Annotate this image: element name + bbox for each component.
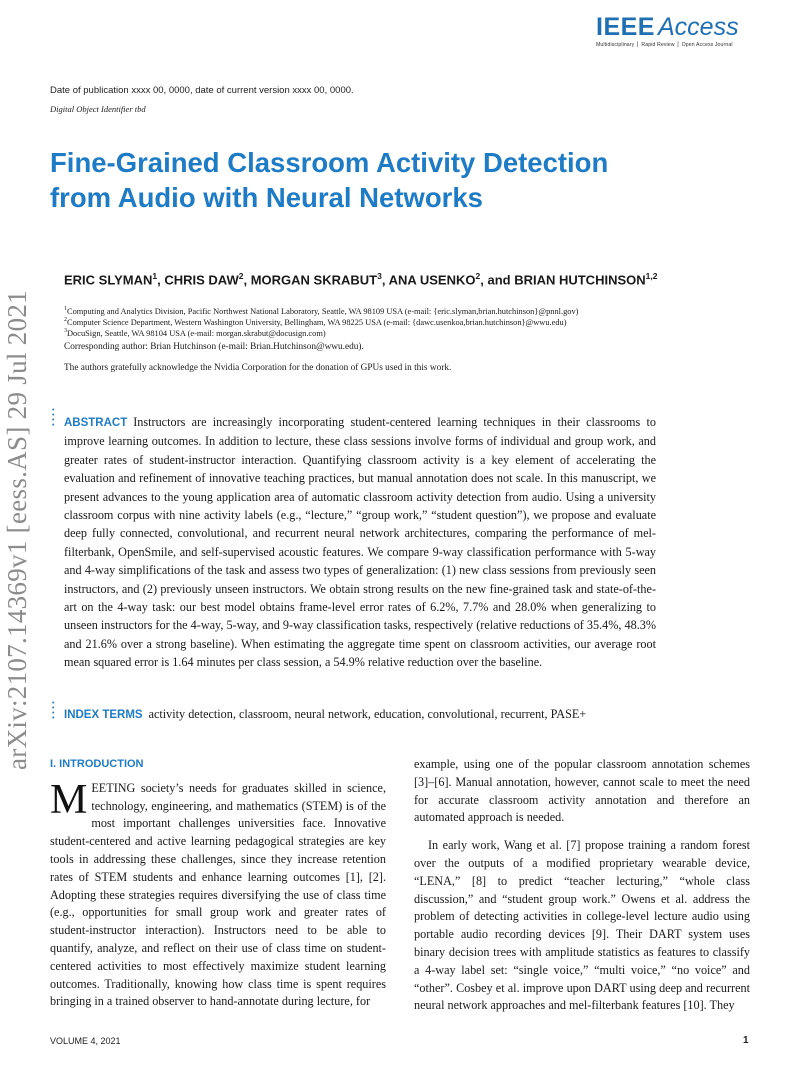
index-terms-label: INDEX TERMS bbox=[64, 709, 143, 721]
arxiv-stamp: arXiv:2107.14369v1 [eess.AS] 29 Jul 2021 bbox=[2, 290, 32, 770]
abstract-label: ABSTRACT bbox=[64, 417, 128, 429]
author-list bbox=[64, 267, 664, 289]
right-paragraph-2: In early work, Wang et al. [7] propose training a random forest over the outputs of a modified proprietary wearable device, “LENA,” [8] to predict “teacher lecturing,” “whole class discussion,” and “student group work.” Owens et al. address the problem of detecting activities in college-level lecture audio using portable audio recording devices [9]. Their DART system uses binary decision trees with amplitude statistics as features to classify a 4-way label set: “single voice,” “multi voice,” “no voice” and “other”. Cosbey et al. improve upon DART using deep and recurrent neural network approaches and mel-filterbank features [10]. They bbox=[414, 838, 750, 1013]
affiliation bbox=[64, 326, 326, 339]
author-sup: 2 bbox=[238, 271, 244, 281]
left-column bbox=[50, 756, 386, 1011]
author-name: ANA USENKO bbox=[388, 272, 476, 288]
dropcap-letter: M bbox=[50, 776, 88, 823]
doi-line: Digital Object Identifier tbd bbox=[50, 104, 146, 114]
publication-date: Date of publication xxxx 00, 0000, date of current version xxxx 00, 0000. bbox=[50, 85, 354, 96]
author-name: BRIAN HUTCHINSON bbox=[514, 272, 646, 288]
index-terms-block bbox=[64, 705, 664, 724]
right-paragraph-1: example, using one of the popular classroom annotation schemes [3]–[6]. Manual annotation, however, cannot scale to meet the need for accurate classroom activity annotation and therefore an automated approach is needed. bbox=[414, 757, 750, 825]
intro-paragraph bbox=[50, 776, 386, 1011]
author-sep: , bbox=[157, 272, 165, 288]
affiliation-text: Computer Science Department, Western Washington University, Bellingham, WA 98225 USA (e-mail: {dawc.usenkoa,brian.hutchinson}@wwu.edu) bbox=[67, 317, 567, 327]
footer-volume: VOLUME 4, 2021 bbox=[50, 1036, 121, 1046]
affiliation-text: Computing and Analytics Division, Pacific Northwest National Laboratory, Seattle, WA 98109 USA (e-mail: {eric.slyman,brian.hutchinson}@pnnl.gov) bbox=[67, 306, 579, 316]
author-sup: 1 bbox=[152, 271, 158, 281]
section-heading: I. INTRODUCTION bbox=[50, 758, 144, 770]
ieee-access-logo bbox=[596, 14, 746, 48]
author-name: MORGAN SKRABUT bbox=[250, 272, 378, 288]
author-sep: , and bbox=[480, 272, 515, 288]
author-sep: , bbox=[381, 272, 389, 288]
author-sup: 2 bbox=[475, 271, 481, 281]
intro-paragraph-text: EETING society’s needs for graduates skilled in science, technology, engineering, and mathematics (STEM) is of the most important challenges universities face. Innovative student-centered and active learning pedagogical strategies are key tools in addressing these challenges, since they increase retention rates of STEM students and enhance learning outcomes [1], [2]. Adopting these strategies requires diversifying the use of class time (e.g., opportunities for small group work and greater rates of student-instructor interaction). Instructors need to be able to quantify, analyze, and reflect on their use of class time on student-centered activities to most effectively maximize student learning outcomes. Traditionally, knowing how class time is spent requires bringing in a trained observer to hand-annotate during lecture, for bbox=[50, 780, 386, 1009]
author-sup: 3 bbox=[377, 271, 382, 281]
corresponding-author: Corresponding author: Brian Hutchinson (e-mail: Brian.Hutchinson@wwu.edu). bbox=[64, 342, 364, 352]
abstract-text: Instructors are increasingly incorporating student-centered learning techniques in their classrooms to improve learning outcomes. In addition to lecture, these class sessions involve forms of individual and group work, and greater rates of student-instructor interaction. Quantifying classroom activity is a key element of accelerating the evaluation and refinement of innovative teaching practices, but manual annotation does not scale. In this manuscript, we present advances to the young application area of automatic classroom activity detection from audio. Using a university classroom corpus with nine activity labels (e.g., “lecture,” “group work,” “student question”), we propose and evaluate deep fully connected, convolutional, and recurrent neural network architectures, comparing the performance of mel-filterbank, OpenSmile, and self-supervised acoustic features. We compare 9-way classification performance with 5-way and 4-way simplifications of the task and assess two types of generalization: (1) new class sessions from previously seen instructors, and (2) previously unseen instructors. We obtain strong results on the new fine-grained task and state-of-the-art on the 4-way task: our best model obtains frame-level error rates of 6.2%, 7.7% and 28.0% when generalizing to unseen instructors for the 4-way, 5-way, and 9-way classification tasks, respectively (relative reductions of 35.4%, 48.3% and 21.6% over a strong baseline). When estimating the aggregate time spent on classroom activities, our average root mean squared error is 1.64 minutes per class session, a 54.9% relative reduction over the baseline. bbox=[64, 415, 656, 670]
affiliation-sup: 1 bbox=[64, 306, 67, 312]
paper-title: Fine-Grained Classroom Activity Detection from Audio with Neural Networks bbox=[50, 147, 609, 213]
index-terms-text: activity detection, classroom, neural network, education, convolutional, recurrent, PASE+ bbox=[148, 707, 587, 721]
abstract-dots-marker: • • • • bbox=[52, 407, 55, 429]
footer-page-number: 1 bbox=[743, 1035, 749, 1046]
author-name: CHRIS DAW bbox=[164, 272, 239, 288]
right-column bbox=[414, 756, 750, 1015]
author-name: ERIC SLYMAN bbox=[64, 272, 153, 288]
affiliation-text: DocuSign, Seattle, WA 98104 USA (e-mail: morgan.skrabut@docusign.com) bbox=[67, 328, 326, 338]
affiliation-sup: 2 bbox=[64, 317, 67, 323]
logo-access-text: Access bbox=[657, 13, 739, 41]
author-sup: 1,2 bbox=[645, 271, 658, 281]
logo-ieee-text: IEEE bbox=[596, 13, 655, 41]
abstract-block bbox=[64, 413, 656, 672]
logo-tagline: Multidisciplinary ⎪ Rapid Review ⎪ Open Access Journal bbox=[596, 42, 733, 48]
acknowledgment: The authors gratefully acknowledge the Nvidia Corporation for the donation of GPUs used in this work. bbox=[64, 363, 452, 373]
affiliation-sup: 3 bbox=[64, 328, 67, 334]
index-dots-marker: • • • • bbox=[52, 700, 55, 722]
author-sep: , bbox=[243, 272, 251, 288]
